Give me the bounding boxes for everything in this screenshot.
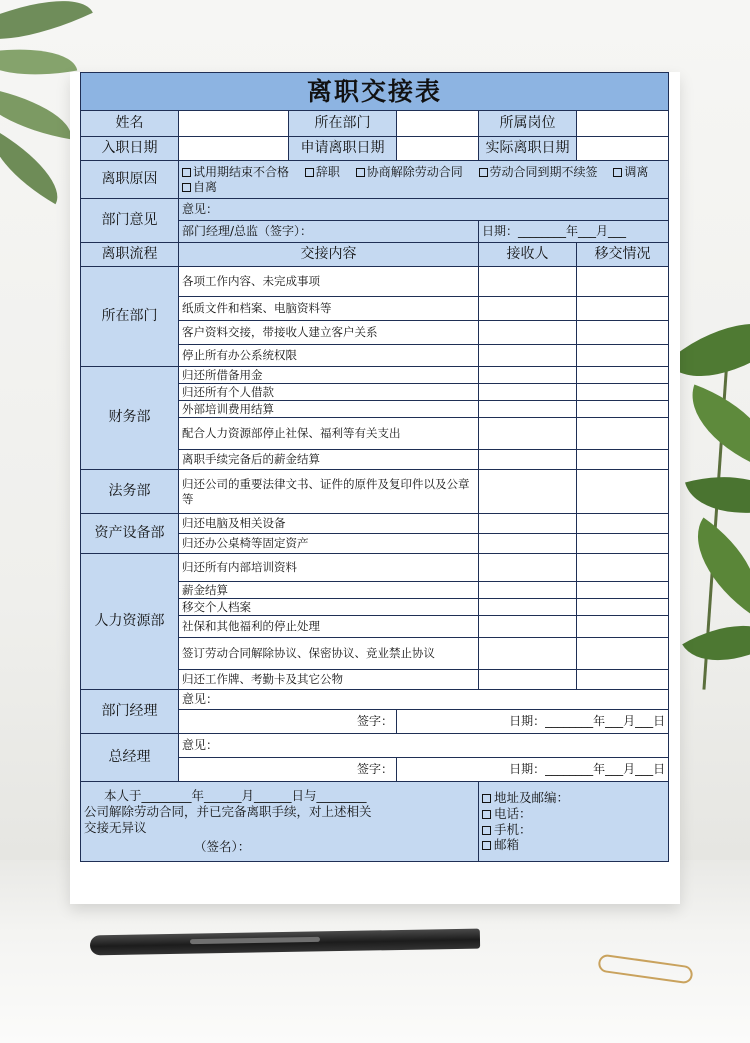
receiver-cell[interactable] <box>479 401 577 418</box>
manager-label: 部门经理 <box>81 690 179 734</box>
receiver-cell[interactable] <box>479 616 577 638</box>
status-cell[interactable] <box>577 267 669 297</box>
checkbox-icon <box>182 183 191 192</box>
status-cell[interactable] <box>577 418 669 450</box>
reason-option[interactable]: 协商解除劳动合同 <box>356 165 463 180</box>
reason-option[interactable]: 调离 <box>613 165 648 180</box>
handover-item: 薪金结算 <box>179 582 479 599</box>
position-label: 所属岗位 <box>479 111 577 137</box>
checkbox-icon <box>305 168 314 177</box>
handover-item: 签订劳动合同解除协议、保密协议、竞业禁止协议 <box>179 638 479 670</box>
gm-sign-label: 签字： <box>179 758 397 782</box>
dept-opinion-field[interactable]: 意见： <box>179 199 669 221</box>
flow-column-header: 离职流程 <box>81 243 179 267</box>
receiver-cell[interactable] <box>479 384 577 401</box>
checkbox-icon <box>479 168 488 177</box>
name-label: 姓名 <box>81 111 179 137</box>
reason-option[interactable]: 辞职 <box>305 165 340 180</box>
status-cell[interactable] <box>577 638 669 670</box>
checkbox-icon <box>182 168 191 177</box>
status-cell[interactable] <box>577 616 669 638</box>
status-cell[interactable] <box>577 514 669 534</box>
declaration-signature[interactable]: （签名）： <box>194 839 251 855</box>
department-field[interactable] <box>397 111 479 137</box>
contact-email[interactable]: 邮箱 <box>482 837 665 853</box>
status-cell[interactable] <box>577 554 669 582</box>
name-field[interactable] <box>179 111 289 137</box>
status-cell[interactable] <box>577 321 669 345</box>
handover-item: 归还电脑及相关设备 <box>179 514 479 534</box>
reason-options <box>179 161 669 199</box>
handover-item: 归还公司的重要法律文书、证件的原件及复印件以及公章等 <box>179 470 479 514</box>
receiver-cell[interactable] <box>479 534 577 554</box>
declaration-line: 本人于________年______月______日与________ <box>104 788 367 804</box>
checkbox-icon <box>482 794 491 803</box>
receiver-cell[interactable] <box>479 450 577 470</box>
receiver-cell[interactable] <box>479 514 577 534</box>
reason-option[interactable]: 试用期结束不合格 <box>182 165 289 180</box>
checkbox-icon <box>613 168 622 177</box>
checkbox-icon <box>482 810 491 819</box>
handover-item: 外部培训费用结算 <box>179 401 479 418</box>
status-cell[interactable] <box>577 450 669 470</box>
handover-item: 归还所借备用金 <box>179 367 479 384</box>
manager-opinion-field[interactable]: 意见： <box>179 690 669 710</box>
status-cell[interactable] <box>577 599 669 616</box>
manager-sign-label: 签字： <box>179 710 397 734</box>
status-cell[interactable] <box>577 401 669 418</box>
receiver-cell[interactable] <box>479 267 577 297</box>
receiver-cell[interactable] <box>479 554 577 582</box>
receiver-column-header: 接收人 <box>479 243 577 267</box>
section-assets-label: 资产设备部 <box>81 514 179 554</box>
status-cell[interactable] <box>577 297 669 321</box>
contact-mobile[interactable]: 手机： <box>482 822 665 838</box>
gm-date-label: 日期：________年___月___日 <box>397 758 669 782</box>
handover-item: 离职手续完备后的薪金结算 <box>179 450 479 470</box>
handover-item: 客户资料交接，带接收人建立客户关系 <box>179 321 479 345</box>
contact-address[interactable]: 地址及邮编： <box>482 790 665 806</box>
contact-phone[interactable]: 电话： <box>482 806 665 822</box>
status-cell[interactable] <box>577 384 669 401</box>
receiver-cell[interactable] <box>479 670 577 690</box>
contact-block <box>479 782 669 862</box>
hire-date-label: 入职日期 <box>81 137 179 161</box>
apply-date-label: 申请离职日期 <box>289 137 397 161</box>
handover-item: 纸质文件和档案、电脑资料等 <box>179 297 479 321</box>
dept-sign-label: 部门经理/总监（签字）： <box>179 221 479 243</box>
status-cell[interactable] <box>577 582 669 599</box>
receiver-cell[interactable] <box>479 470 577 514</box>
content-column-header: 交接内容 <box>179 243 479 267</box>
checkbox-icon <box>482 826 491 835</box>
reason-option[interactable]: 劳动合同到期不续签 <box>479 165 598 180</box>
receiver-cell[interactable] <box>479 321 577 345</box>
handover-item: 停止所有办公系统权限 <box>179 345 479 367</box>
form-title: 离职交接表 <box>81 73 669 111</box>
receiver-cell[interactable] <box>479 638 577 670</box>
actual-date-field[interactable] <box>577 137 669 161</box>
receiver-cell[interactable] <box>479 582 577 599</box>
resignation-handover-form <box>80 72 669 862</box>
handover-item: 社保和其他福利的停止处理 <box>179 616 479 638</box>
declaration-line: 公司解除劳动合同，并已完备离职手续，对上述相关 <box>84 803 372 819</box>
actual-date-label: 实际离职日期 <box>479 137 577 161</box>
reason-option[interactable]: 自离 <box>182 180 217 195</box>
handover-item: 归还所有内部培训资料 <box>179 554 479 582</box>
status-column-header: 移交情况 <box>577 243 669 267</box>
receiver-cell[interactable] <box>479 367 577 384</box>
position-field[interactable] <box>577 111 669 137</box>
gm-label: 总经理 <box>81 734 179 782</box>
section-legal-label: 法务部 <box>81 470 179 514</box>
declaration-line: 交接无异议 <box>84 819 147 835</box>
dept-date-label: 日期：________年___月___ <box>479 221 669 243</box>
manager-date-label: 日期：________年___月___日 <box>397 710 669 734</box>
receiver-cell[interactable] <box>479 418 577 450</box>
status-cell[interactable] <box>577 367 669 384</box>
handover-item: 移交个人档案 <box>179 599 479 616</box>
section-hr-label: 人力资源部 <box>81 554 179 690</box>
receiver-cell[interactable] <box>479 345 577 367</box>
receiver-cell[interactable] <box>479 599 577 616</box>
handover-item: 归还办公桌椅等固定资产 <box>179 534 479 554</box>
checkbox-icon <box>356 168 365 177</box>
handover-item: 归还工作牌、考勤卡及其它公物 <box>179 670 479 690</box>
gm-opinion-field[interactable]: 意见： <box>179 734 669 758</box>
status-cell[interactable] <box>577 470 669 514</box>
checkbox-icon <box>482 841 491 850</box>
hire-date-field[interactable] <box>179 137 289 161</box>
status-cell[interactable] <box>577 345 669 367</box>
department-label: 所在部门 <box>289 111 397 137</box>
status-cell[interactable] <box>577 670 669 690</box>
receiver-cell[interactable] <box>479 297 577 321</box>
declaration-block <box>81 782 479 862</box>
apply-date-field[interactable] <box>397 137 479 161</box>
reason-label: 离职原因 <box>81 161 179 199</box>
dept-opinion-label: 部门意见 <box>81 199 179 243</box>
handover-item: 配合人力资源部停止社保、福利等有关支出 <box>179 418 479 450</box>
handover-item: 各项工作内容、未完成事项 <box>179 267 479 297</box>
section-dept-label: 所在部门 <box>81 267 179 367</box>
handover-item: 归还所有个人借款 <box>179 384 479 401</box>
status-cell[interactable] <box>577 534 669 554</box>
section-finance-label: 财务部 <box>81 367 179 470</box>
